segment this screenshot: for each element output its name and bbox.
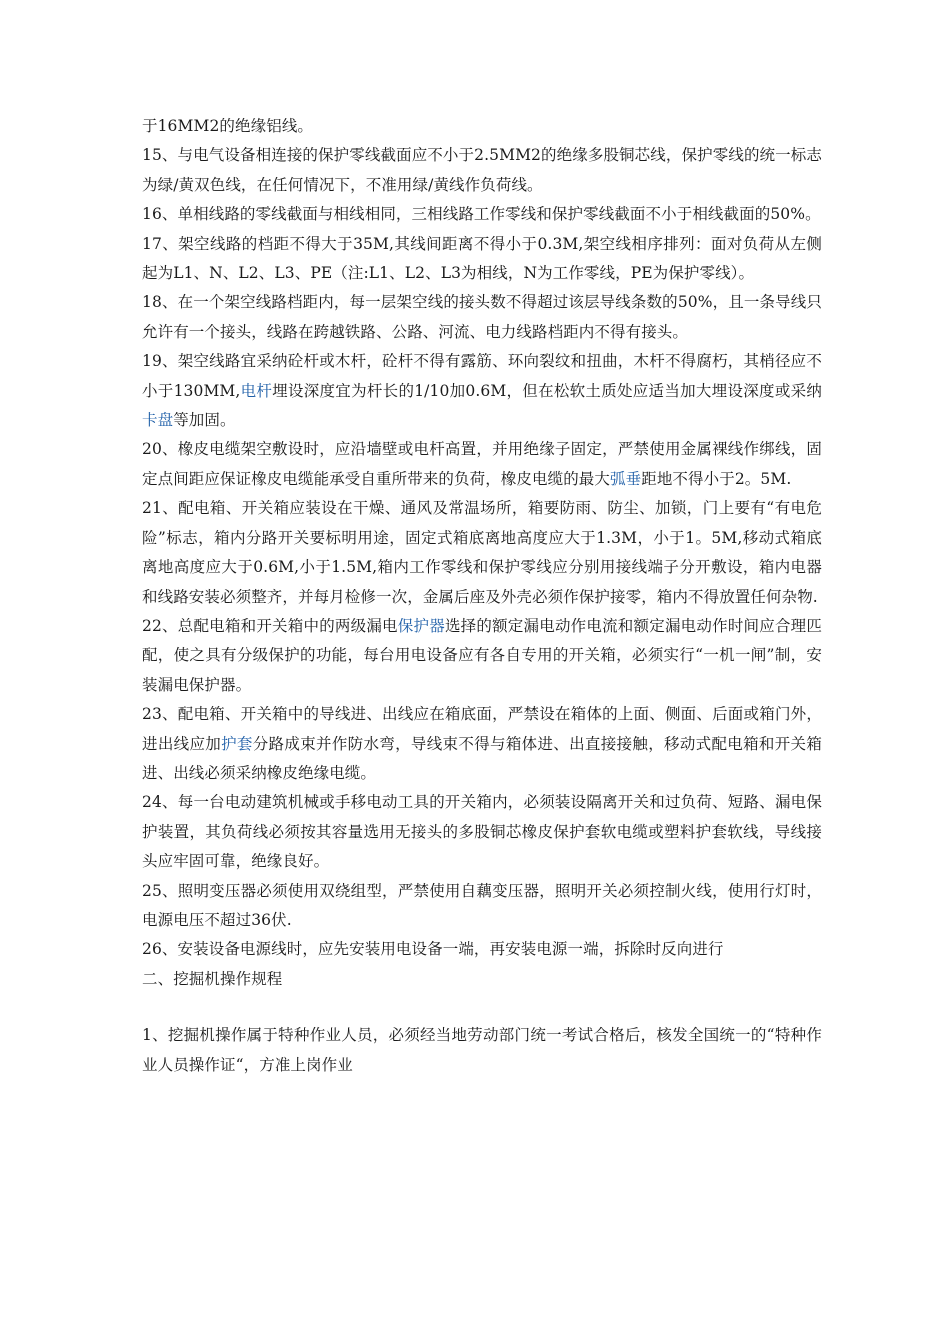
inline-link[interactable]: 电杆 [240, 381, 273, 400]
inline-link[interactable]: 保护器 [397, 616, 445, 635]
text-run: 21、配电箱、开关箱应装设在干燥、通风及常温场所，箱要防雨、防尘、加锁，门上要有“有电危险”标志，箱内分路开关要标明用途，固定式箱底离地高度应大于1.3M，小于1。5M,移动式箱底离地高度应大于0.6M,小于1.5M,箱内工作零线和保护零线应分别用接线端子分开敷设，箱内电器和线路安装必须整齐，并每月检修一次，金属后座及外壳必须作保护接零，箱内不得放置任何杂物. [142, 499, 822, 606]
paragraph-p23 [142, 700, 822, 788]
inline-link[interactable]: 弧垂 [610, 469, 642, 488]
text-run: 19、架空线路宜采纳砼杆或木杆，砼杆不得有露筋、环向裂纹和扭曲，木杆不得腐朽，其梢径应不小于130MM, [142, 352, 822, 400]
text-run: 等加固。 [173, 411, 236, 430]
text-run: 距地不得小于2。5M. [641, 469, 792, 488]
paragraph-p22 [142, 612, 822, 700]
text-run: 1、挖掘机操作属于特种作业人员，必须经当地劳动部门统一考试合格后，核发全国统一的“特种作业人员操作证“，方准上岗作业 [142, 1026, 822, 1074]
text-run: 选择的额定漏电动作电流和额定漏电动作时间应合理匹配，使之具有分级保护的功能，每台用电设备应有各自专用的开关箱，必须实行“一机一闸”制，安装漏电保护器。 [142, 616, 822, 694]
paragraph-p16 [142, 200, 822, 229]
text-run: 二、挖掘机操作规程 [142, 969, 283, 988]
paragraph-e1 [142, 1021, 822, 1080]
text-run: 22、总配电箱和开关箱中的两级漏电 [142, 616, 398, 635]
paragraph-p26 [142, 935, 822, 964]
text-run: 17、架空线路的档距不得大于35M,其线间距离不得小于0.3M,架空线相序排列：面对负荷从左侧起为L1、N、L2、L3、PE（注:L1、L2、L3为相线，N为工作零线，PE为保护零线）。 [142, 234, 822, 283]
paragraph-p17 [142, 230, 822, 289]
text-run: 于16MM2的绝缘铝线。 [142, 117, 314, 135]
text-run: 15、与电气设备相连接的保护零线截面应不小于2.5MM2的绝缘多股铜芯线，保护零线的统一标志为绿/黄双色线，在任何情况下，不准用绿/黄线作负荷线。 [142, 146, 822, 194]
text-run: 埋设深度宜为杆长的1/10加0.6M，但在松软土质处应适当加大埋设深度或采纳 [272, 381, 822, 400]
text-run: 20、橡皮电缆架空敷设时，应沿墙壁或电杆高置，并用绝缘子固定，严禁使用金属裸线作绑线，固定点间距应保证橡皮电缆能承受自重所带来的负荷，橡皮电缆的最大 [142, 440, 822, 488]
paragraph-p18 [142, 288, 822, 347]
paragraph-p24 [142, 788, 822, 876]
blank-line [142, 994, 822, 1021]
paragraph-p15 [142, 141, 822, 200]
paragraph-p14_tail [142, 112, 822, 141]
text-run: 16、单相线路的零线截面与相线相同，三相线路工作零线和保护零线截面不小于相线截面的50%。 [142, 205, 821, 224]
text-run: 26、安装设备电源线时，应先安装用电设备一端，再安装电源一端，拆除时反向进行 [142, 940, 724, 959]
text-run: 分路成束并作防水弯，导线束不得与箱体进、出直接接触，移动式配电箱和开关箱进、出线必须采纳橡皮绝缘电缆。 [142, 734, 822, 782]
paragraph-p25 [142, 877, 822, 936]
text-run: 23、配电箱、开关箱中的导线进、出线应在箱底面，严禁设在箱体的上面、侧面、后面或箱门外，进出线应加 [142, 705, 822, 753]
text-run: 24、每一台电动建筑机械或手移电动工具的开关箱内，必须装设隔离开关和过负荷、短路、漏电保护装置，其负荷线必须按其容量选用无接头的多股铜芯橡皮保护套软电缆或塑料护套软线，导线接头应牢固可靠，绝缘良好。 [142, 793, 822, 871]
inline-link[interactable]: 卡盘 [142, 411, 174, 430]
text-run: 18、在一个架空线路档距内，每一层架空线的接头数不得超过该层导线条数的50%，且一条导线只允许有一个接头，线路在跨越铁路、公路、河流、电力线路档距内不得有接头。 [142, 293, 822, 341]
paragraph-heading2 [142, 965, 822, 994]
inline-link[interactable]: 护套 [221, 734, 253, 753]
paragraph-p20 [142, 435, 822, 494]
text-run: 25、照明变压器必须使用双绕组型，严禁使用自藕变压器，照明开关必须控制火线，使用行灯时，电源电压不超过36伏. [142, 881, 822, 929]
paragraph-p19 [142, 347, 822, 435]
document-body [142, 112, 822, 1080]
paragraph-p21 [142, 494, 822, 612]
